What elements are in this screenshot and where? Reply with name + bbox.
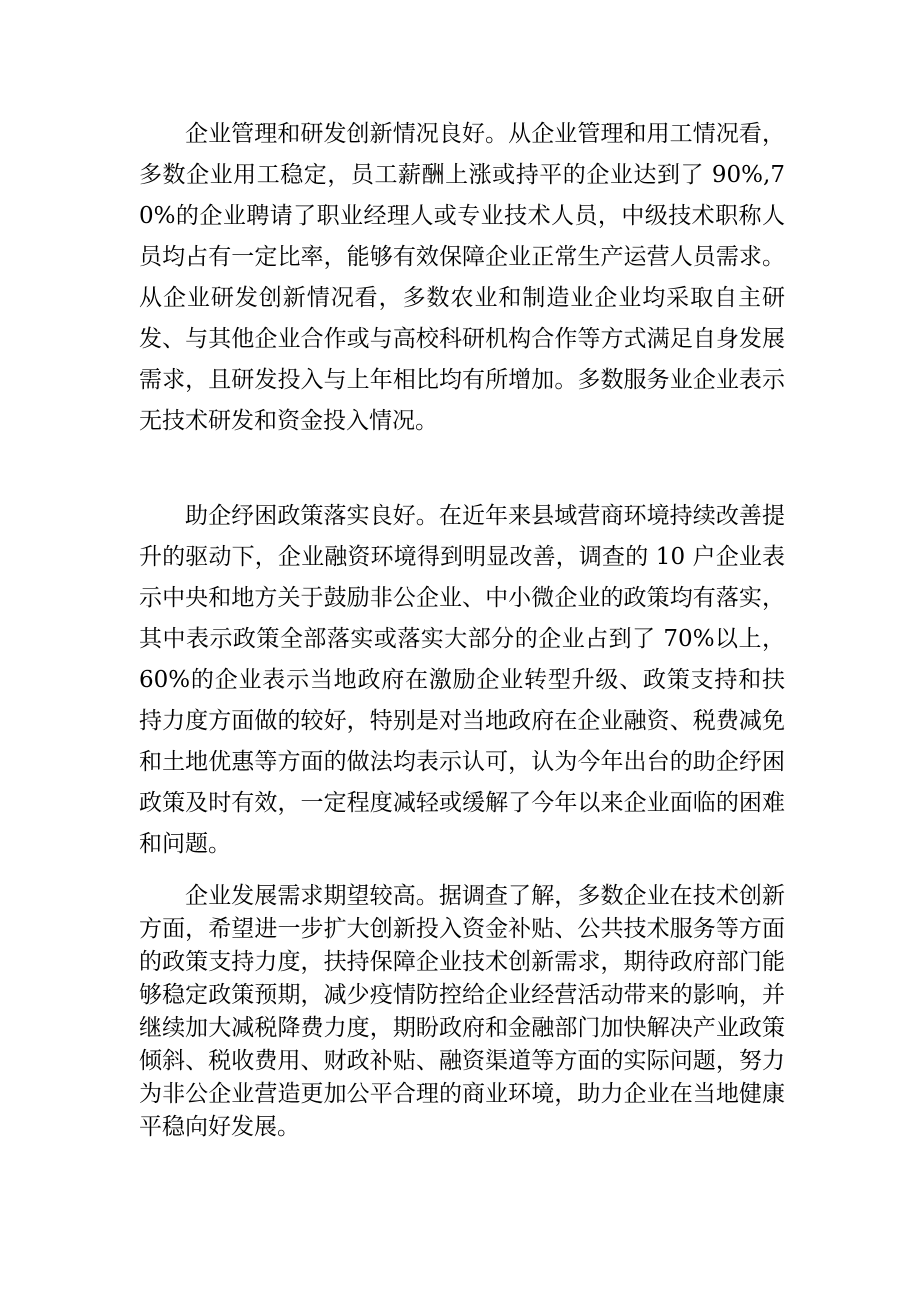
- paragraph-development-needs: 企业发展需求期望较高。据调查了解，多数企业在技术创新方面，希望进一步扩大创新投入资金补贴、公共技术服务等方面的政策支持力度，扶持保障企业技术创新需求，期待政府部门能够稳定政策预期，减少疫情防控给企业经营活动带来的影响，并继续加大减税降费力度，期盼政府和金融部门加快解决产业政策倾斜、税收费用、财政补贴、融资渠道等方面的实际问题，努力为非公企业营造更加公平合理的商业环境，助力企业在当地健康平稳向好发展。: [139, 883, 785, 1140]
- paragraph-enterprise-management: 企业管理和研发创新情况良好。从企业管理和用工情况看，多数企业用工稳定，员工薪酬上涨或持平的企业达到了 90%,70%的企业聘请了职业经理人或专业技术人员，中级技术职称人员均占有一定比率，能够有效保障企业正常生产运营人员需求。从企业研发创新情况看，多数农业和制造业企业均采取自主研发、与其他企业合作或与高校科研机构合作等方式满足自身发展需求，且研发投入与上年相比均有所增加。多数服务业企业表示无技术研发和资金投入情况。: [139, 121, 785, 434]
- paragraph-relief-policy: 助企纾困政策落实良好。在近年来县域营商环境持续改善提升的驱动下，企业融资环境得到明显改善，调查的 10 户企业表示中央和地方关于鼓励非公企业、中小微企业的政策均有落实，其中表示政策全部落实或落实大部分的企业占到了 70%以上，60%的企业表示当地政府在激励企业转型升级、政策支持和扶持力度方面做的较好，特别是对当地政府在企业融资、税费减免和土地优惠等方面的做法均表示认可，认为今年出台的助企纾困政策及时有效，一定程度减轻或缓解了今年以来企业面临的困难和问题。: [139, 503, 785, 857]
